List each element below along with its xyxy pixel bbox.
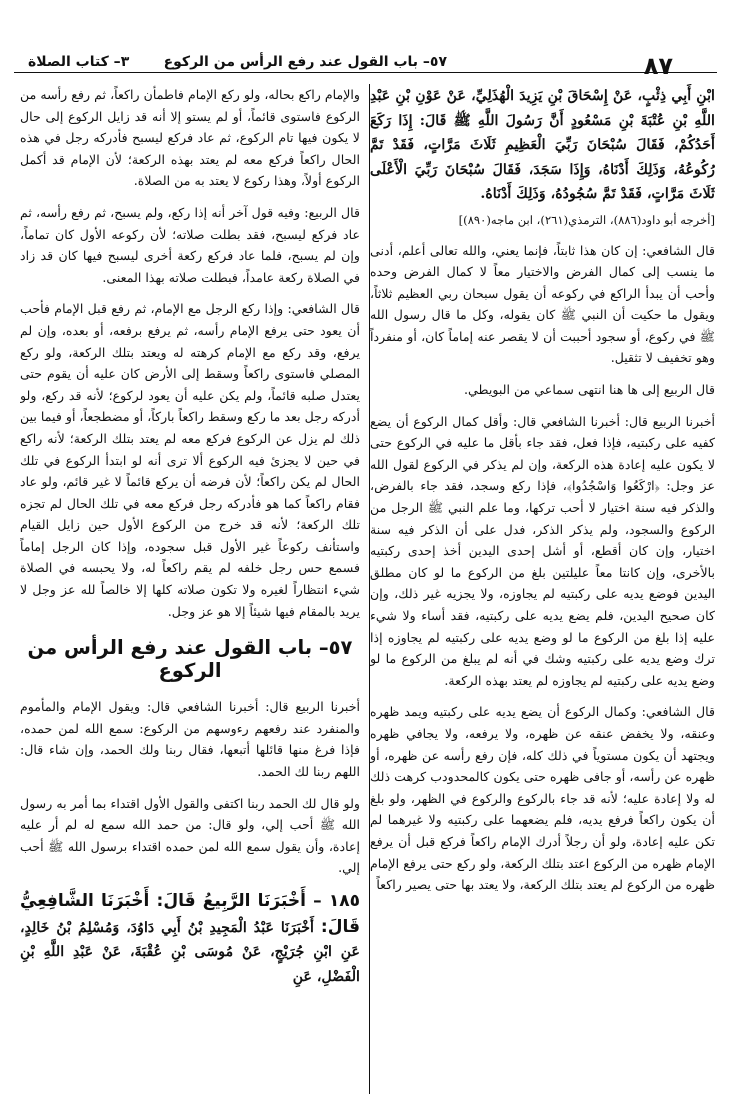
- hadith-paragraph: ابْنِ أَبِي ذِئْبٍ، عَنْ إِسْحَاقَ بْنِ يَزِيدَ الْهُذَلِيِّ، عَنْ عَوْنِ بْنِ عَبْدِ اللَّهِ بْنِ عُتْبَةَ بْنِ مَسْعُودٍ أَنَّ رَسُولَ اللَّهِ ﷺ قَالَ: إِذَا رَكَعَ أَحَدُكُمْ، فَقَالَ سُبْحَانَ رَبِّيَ الْعَظِيمِ ثَلَاثَ مَرَّاتٍ، فَقَدْ تَمَّ رُكُوعُهُ، وَذَلِكَ أَدْنَاهُ، وَإِذَا سَجَدَ، فَقَالَ سُبْحَانَ رَبِّيَ الْأَعْلَى ثَلَاثَ مَرَّاتٍ، فَقَدْ تَمَّ سُجُودُهُ، وَذَلِكَ أَدْنَاهُ.: [370, 88, 715, 202]
- page-header: [14, 38, 717, 80]
- text-paragraph: أخبرنا الربيع قال: أخبرنا الشافعي قال: ويقول الإمام والمأموم والمنفرد عند رفعهم رءوسهم من الركوع: سمع الله لمن حمده، فإذا فرغ منها قائلها أتبعها، فقال ربنا ولك الحمد، وإن شاء قال: اللهم ربنا لك الحمد.: [20, 699, 360, 780]
- text-paragraph: والإمام راكع بحاله، ولو ركع الإمام فاطمأن راكعاً، ثم رفع رأسه من الركوع فاستوى قائماً، أو لم يستو إلا أنه قد زايل الركوع إلى حال لا يكون فيها تام الركوع، ثم عاد فركع ليسبح فأدركه رجل في هذه الحال راكعاً فركع معه لم يعتد بهذه الركعة؛ لأن الإمام قد أكمل الركوع أولاً، وهذا ركوع لا يعتد به من الصلاة.: [20, 87, 360, 189]
- hadith-paragraph: [20, 889, 360, 989]
- running-title: ٥٧– باب القول عند رفع الرأس من الركوع: [163, 54, 447, 70]
- text-paragraph: قال الربيع: وفيه قول آخر أنه إذا ركع، ولم يسبح، ثم رفع رأسه، ثم عاد فركع ليسبح، فقد بطلت صلاته؛ لأن ركوعه الأول كان تماماً، وإن لم يسبح، فلما عاد فركع ركعة أخرى ليسبح فيها كان قد زاد في الصلاة ركعة عامداً، فبطلت صلاته بهذا المعنى.: [20, 204, 360, 285]
- column-divider: [369, 84, 370, 1094]
- right-column: [370, 84, 715, 1098]
- page-number: ٨٧: [643, 52, 673, 80]
- book-title: ٣– كتاب الصلاة: [28, 54, 130, 70]
- left-column: [20, 84, 360, 1098]
- reference-note: [أخرجه أبو داود(٨٨٦)، الترمذي(٢٦١)، ابن ماجه(٨٩٠)]: [458, 212, 715, 227]
- text-paragraph: قال الربيع إلى ها هنا انتهى سماعي من البويطي.: [463, 382, 715, 398]
- hadith-text: أَخْبَرَنَا عَبْدُ الْمَجِيدِ بْنُ أَبِي دَاوُدَ، وَمُسْلِمُ بْنُ خَالِدٍ، عَنِ ابْنِ جُرَيْجٍ، عَنْ مُوسَى بْنِ عُقْبَةَ، عَنْ عَبْدِ اللَّهِ بْنِ الْفَضْلِ، عَنِ: [20, 919, 360, 985]
- text-paragraph: قال الشافعي: إن كان هذا ثابتاً، فإنما يعني، والله تعالى أعلم، أدنى ما ينسب إلى كمال الفرض والاختيار معاً لا كمال الفرض وحده وأحب أن يبدأ الراكع في ركوعه أن يقول سبحان ربي العظيم ثلاثاً، ويقول ما حكيت أن النبي ﷺ كان يقوله، وكل ما قال رسول الله ﷺ في ركوع، أو سجود أحببت أن لا يقصر عنه إماماً كان، أو منفرداً وهو تخفيف لا تثقيل.: [370, 242, 715, 366]
- text-paragraph: قال الشافعي: وإذا ركع الرجل مع الإمام، ثم رفع قبل الإمام فأحب أن يعود حتى يرفع الإمام رأسه، ثم يرفع برفعه، أو بعده، وإن لم يرفع، وقد ركع مع الإمام كرهته له ويعتد بتلك الركعة، ولو ركع المصلي فاستوى راكعاً وسقط إلى الأرض كان عليه أن يقوم حتى يعتدل صلبه قائماً، ولم يكن عليه أن يعود لركوع؛ لأنه قد ركع، ولو أدركه رجل بعد ما ركع وسقط راكعاً باركاً، أو مضطجعاً، أو فيما بين ذلك لم يزل عن الركوع فركع معه لم يعتد بتلك الركعة؛ لأنه راكع في حين لا يجزئ فيه الركوع ألا ترى أنه لو ابتدأ الركوع في تلك الحال لم يكن راكعاً؛ لأن فرضه أن يركع قائماً لا غير قائم، ولو عاد فقام راكعاً كما هو فأدركه رجل فركع معه في تلك الحال لم تجزه تلك الركعة؛ لأنه قد خرج من الركوع الأول حين زايل القيام واستأنف ركوعاً غير الأول قبل سجوده، وإذا كان الرجل إماماً فسمع حس رجل خلفه لم يقم راكعاً له، ولا يحبسه في الصلاة شيء انتظاراً لغيره ولا تكون صلاته كلها إلا خالصاً لله عز وجل لا يريد بالمقام فيها شيئاً إلا هو عز وجل.: [20, 301, 360, 619]
- hadith-number-line: ١٨٥ – أَخْبَرَنَا الرَّبِيعُ قَالَ: أَخْبَرَنَا الشَّافِعِيُّ قَالَ:: [20, 891, 360, 937]
- chapter-heading: ٥٧– باب القول عند رفع الرأس من الركوع: [27, 636, 353, 683]
- text-paragraph: أخبرنا الربيع قال: أخبرنا الشافعي قال: وأقل كمال الركوع أن يضع كفيه على ركبتيه، فإذا فعل، فقد جاء بأقل ما عليه في الركوع حتى لا يكون عليه إعادة هذه الركعة، وإن لم يذكر في الركوع لقول الله عز وجل: ﴿ارْكَعُوا وَاسْجُدُوا﴾، فإذا ركع وسجد، فقد جاء بالفرض، والذكر فيه سنة اختيار لا أحب تركها، وما علم النبي ﷺ الرجل من الركوع والسجود، ولم يذكر الذكر، فدل على أن الذكر فيه سنة اختيار، وإن كان أقطع، أو أشل إحدى اليدين أخذ إحدى ركبتيه بالأخرى، وإن كانتا معاً عليلتين بلغ من الركوع ما لو كان مطلق اليدين فوضع يديه على ركبتيه لم يجاوزه، ولا يجزيه غير ذلك، وإن كان صحيح اليدين، فلم يضع يديه على ركبتيه، فقد أساء ولا شيء عليه إذا بلغ من الركوع ما لو وضع يديه على ركبتيه لم يجاوزه إذا ترك وضع يديه على ركبتيه وشك في أنه لم يبلغ من الركوع ما لو وضع يديه على ركبتيه لم يجاوزه لم يعتد بهذه الركعة.: [370, 413, 715, 688]
- text-paragraph: قال الشافعي: وكمال الركوع أن يضع يديه على ركبتيه ويمد ظهره وعنقه، ولا يخفض عنقه عن ظهره، ولا يرفعه، ولا يجافي ظهره ويجتهد أن يكون مستوياً في ذلك كله، فإن رفع رأسه عن ظهره، أو ظهره عن رأسه، أو جافى ظهره حتى يكون كالمحدودب كرهت ذلك له ولا إعادة عليه؛ لأنه قد جاء بالركوع والركوع في الظهر، ولو بلغ أن يكون راكعاً فرفع يديه، فلم يضعهما على ركبتيه ولا غيرهما لم تكن عليه إعادة، ولو أن رجلاً أدرك الإمام راكعاً فركع قبل أن يرفع الإمام ظهره من الركوع اعتد بتلك الركعة، ولو ركع حتى يرفع الإمام ظهره من الركوع لم يعتد بتلك الركعة، ولا يعتد بها حتى يصير راكعاً: [370, 704, 715, 893]
- text-paragraph: ولو قال لك الحمد ربنا اكتفى والقول الأول اقتداء بما أمر به رسول الله ﷺ أحب إلي، ولو قال: من حمد الله سمع له لم أر عليه إعادة، وأن يقول سمع الله لمن حمده اقتداء برسول الله ﷺ أحب إلي.: [20, 795, 360, 876]
